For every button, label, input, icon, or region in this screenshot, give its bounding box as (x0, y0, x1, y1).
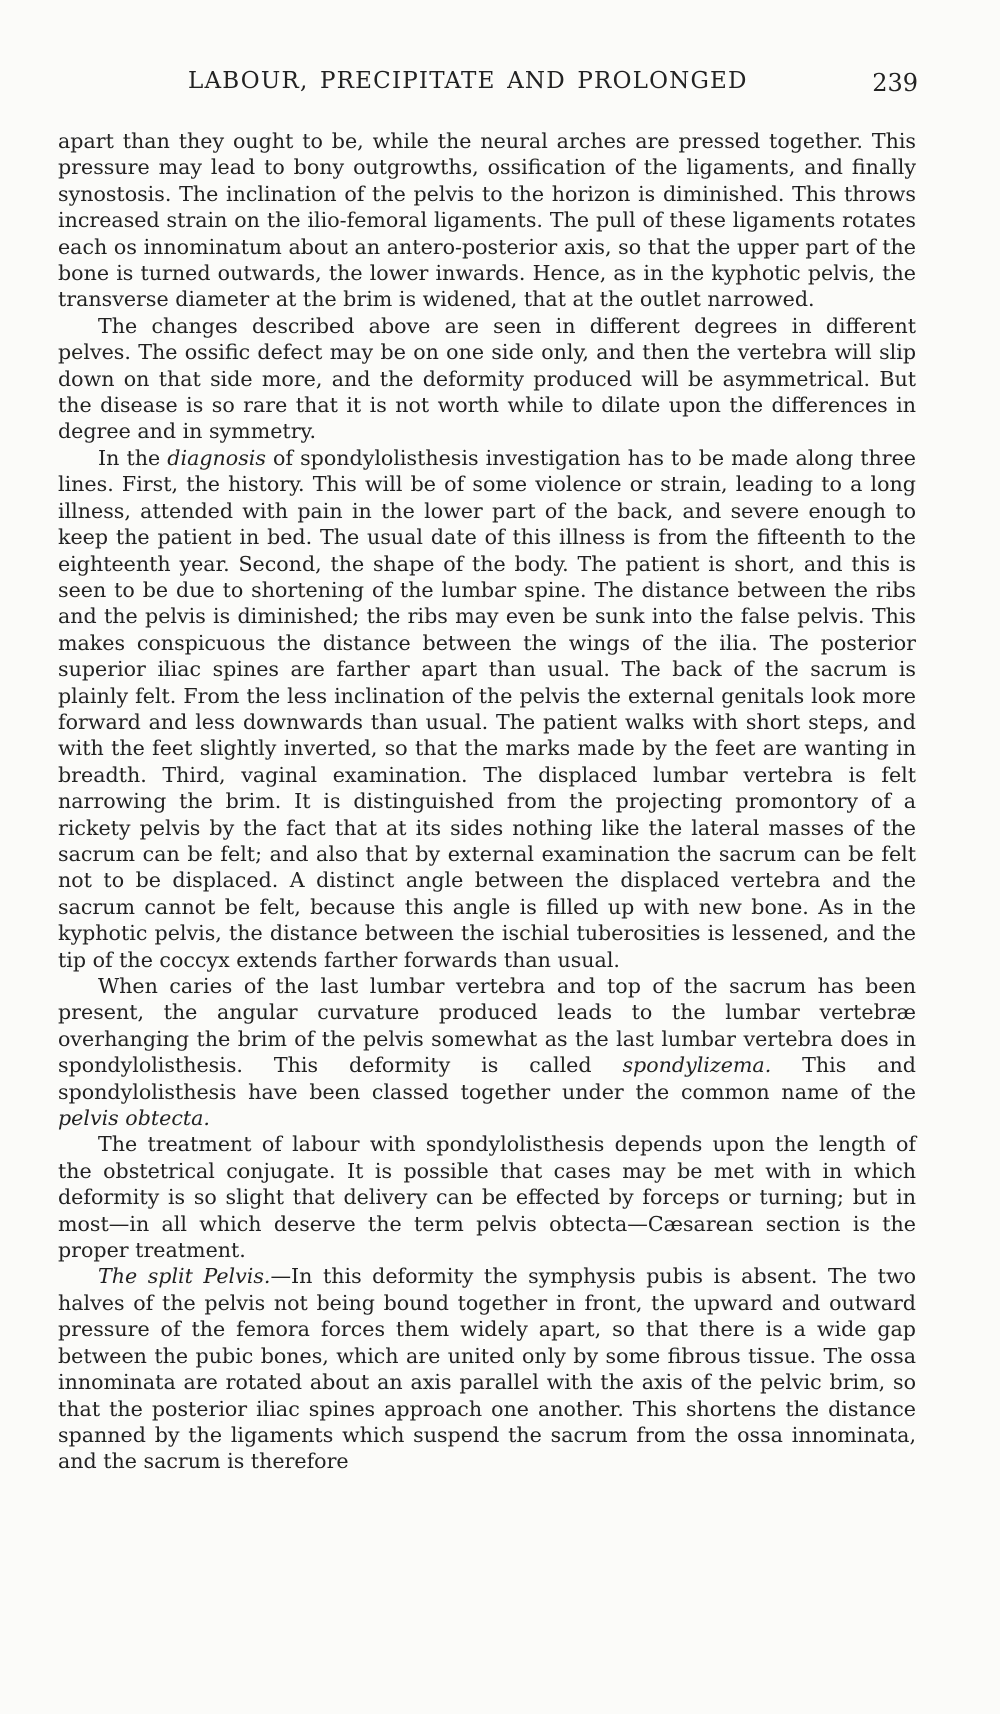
italic-term-diagnosis: diagnosis (167, 445, 266, 470)
text-run: When caries of the last lumbar vertebra and top of the sacrum has been present, the angular curvature produced leads to the lumbar vertebræ overhanging the brim of the pelvis somewhat as the last lumbar vertebra does in spondylolisthesis. This deformity is called (58, 974, 916, 1078)
paragraph-changes: The changes described above are seen in different degrees in different pelves. The ossific defect may be on one side only, and then the vertebra will slip down on that side more, and the deformity produced will be asymmetrical. But the disease is so rare that it is not worth while to dilate upon the differences in degree and in symmetry. (58, 313, 916, 444)
running-head: LABOUR, PRECIPITATE AND PROLONGED (188, 68, 748, 94)
body-text (58, 128, 916, 1475)
text-run: —In this deformity the symphysis pubis is absent. The two halves of the pelvis not being bound together in front, the upward and outward pressure of the femora forces them widely apart, so that there is a wide gap between the pubic bones, which are united only by some fibrous tissue. The ossa innominata are rotated about an axis parallel with the axis of the pelvic brim, so that the posterior iliac spines approach one another. This shortens the distance spanned by the ligaments which suspend the sacrum from the ossa innominata, and the sacrum is therefore (58, 1264, 916, 1474)
text-run: This and spondylolisthesis have been classed together under the common name of the (58, 1053, 916, 1104)
italic-term-spondylizema: spondylizema. (622, 1053, 772, 1078)
text-run: of spondylolisthesis investigation has to be made along three lines. First, the history. This will be of some violence or strain, leading to a long illness, attended with pain in the lower part of the back, and severe enough to keep the patient in bed. The usual date of this illness is from the fifteenth to the eighteenth year. Second, the shape of the body. The patient is short, and this is seen to be due to shortening of the lumbar spine. The distance between the ribs and the pelvis is diminished; the ribs may even be sunk into the false pelvis. This makes conspicuous the distance between the wings of the ilia. The posterior superior iliac spines are farther apart than usual. The back of the sacrum is plainly felt. From the less inclination of the pelvis the external genitals look more forward and less downwards than usual. The patient walks with short steps, and with the feet slightly inverted, so that the marks made by the feet are wanting in breadth. Third, vaginal examination. The displaced lumbar vertebra is felt narrowing the brim. It is distinguished from the projecting promontory of a rickety pelvis by the fact that at its sides nothing like the lateral masses of the sacrum can be felt; and also that by external examination the sacrum can be felt not to be displaced. A distinct angle between the displaced vertebra and the sacrum cannot be felt, because this angle is filled up with new bone. As in the kyphotic pelvis, the distance between the ischial tuberosities is lessened, and the tip of the coccyx extends farther forwards than usual. (58, 445, 916, 972)
text-run: In the (98, 445, 168, 470)
paragraph-treatment: The treatment of labour with spondylolisthesis depends upon the length of the obstetrical conjugate. It is possible that cases may be met with in which deformity is so slight that delivery can be effected by forceps or turning; but in most—in all which deserve the term pelvis obtecta—Cæsarean section is the proper treatment. (58, 1132, 916, 1263)
italic-heading-split-pelvis: The split Pelvis. (98, 1264, 271, 1289)
page-number: 239 (872, 69, 918, 97)
paragraph-caries (58, 973, 916, 1131)
paragraph-diagnosis (58, 445, 916, 973)
paragraph-continuation: apart than they ought to be, while the neural arches are pressed together. This pressure may lead to bony outgrowths, ossification of the ligaments, and finally synostosis. The inclination of the pelvis to the horizon is diminished. This throws increased strain on the ilio-femoral ligaments. The pull of these ligaments rotates each os innominatum about an antero-posterior axis, so that the upper part of the bone is turned outwards, the lower inwards. Hence, as in the kyphotic pelvis, the transverse diameter at the brim is widened, that at the outlet narrowed. (58, 129, 916, 312)
paragraph-split-pelvis (58, 1263, 916, 1474)
italic-term-pelvis-obtecta: pelvis obtecta. (58, 1106, 210, 1131)
page-header (58, 68, 918, 104)
